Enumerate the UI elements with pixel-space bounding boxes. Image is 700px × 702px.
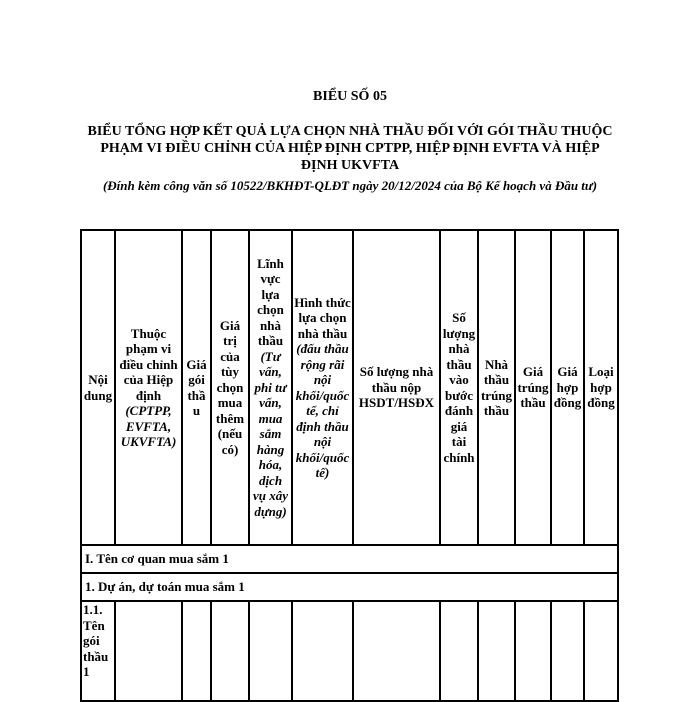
results-table (80, 229, 619, 702)
header-package-price: Giá gói thầu (182, 230, 211, 545)
header-agreement-scope-label: Thuộc phạm vi điều chỉnh của Hiệp định (119, 325, 178, 403)
document-reference-note: (Đính kèm công văn số 10522/BKHĐT-QLĐT ngày 20/12/2024 của Bộ Kế hoạch và Đầu tư) (102, 178, 598, 193)
table-cell (182, 601, 211, 701)
item-package-name: 1.1. Tên gói thầu 1 (81, 601, 115, 701)
table-cell (440, 601, 478, 701)
table-row (81, 545, 618, 573)
table-cell (353, 601, 440, 701)
table-cell (515, 601, 551, 701)
header-content: Nội dung (81, 230, 115, 545)
header-selection-field-note: (Tư vấn, phi tư vấn, mua sắm hàng hóa, dịch vụ xây dựng) (252, 348, 289, 519)
header-bidders-submitted: Số lượng nhà thầu nộp HSDT/HSĐX (353, 230, 440, 545)
header-selection-method-label: Hình thức lựa chọn nhà thầu (294, 294, 351, 341)
header-contract-type: Loại hợp đồng (584, 230, 618, 545)
table-cell (478, 601, 515, 701)
header-selection-field (249, 230, 292, 545)
header-winning-bidder: Nhà thầu trúng thầu (478, 230, 515, 545)
table-cell (115, 601, 182, 701)
section-procuring-entity: I. Tên cơ quan mua sắm 1 (81, 545, 618, 573)
form-number: BIỂU SỐ 05 (313, 89, 387, 104)
table-cell (584, 601, 618, 701)
header-option-value: Giá trị của tùy chọn mua thêm (nếu có) (211, 230, 249, 545)
document-heading: BIỂU TỔNG HỢP KẾT QUẢ LỰA CHỌN NHÀ THẦU ĐỐI VỚI GÓI THẦU THUỘC PHẠM VI ĐIỀU CHỈNH CỦA HIỆP ĐỊNH CPTPP, HIỆP ĐỊNH EVFTA VÀ HIỆP ĐỊNH UKVFTA (87, 124, 613, 173)
header-winning-price: Giá trúng thầu (515, 230, 551, 545)
table-cell (249, 601, 292, 701)
subsection-project: 1. Dự án, dự toán mua sắm 1 (81, 573, 618, 601)
table-row (81, 573, 618, 601)
table-row (81, 601, 618, 701)
header-contract-price: Giá hợp đồng (551, 230, 584, 545)
header-bidders-financial: Số lượng nhà thầu vào bước đánh giá tài chính (440, 230, 478, 545)
table-header-row (81, 230, 618, 545)
header-agreement-scope-note: (CPTPP, EVFTA, UKVFTA) (120, 403, 177, 449)
table-cell (211, 601, 249, 701)
header-selection-method-note: (đấu thầu rộng rãi nội khối/quốc tế, chỉ định thầu nội khối/quốc tế) (295, 341, 350, 480)
table-cell (551, 601, 584, 701)
table-cell (292, 601, 353, 701)
header-selection-field-label: Lĩnh vực lựa chọn nhà thầu (257, 255, 284, 349)
header-selection-method (292, 230, 353, 545)
header-agreement-scope (115, 230, 182, 545)
